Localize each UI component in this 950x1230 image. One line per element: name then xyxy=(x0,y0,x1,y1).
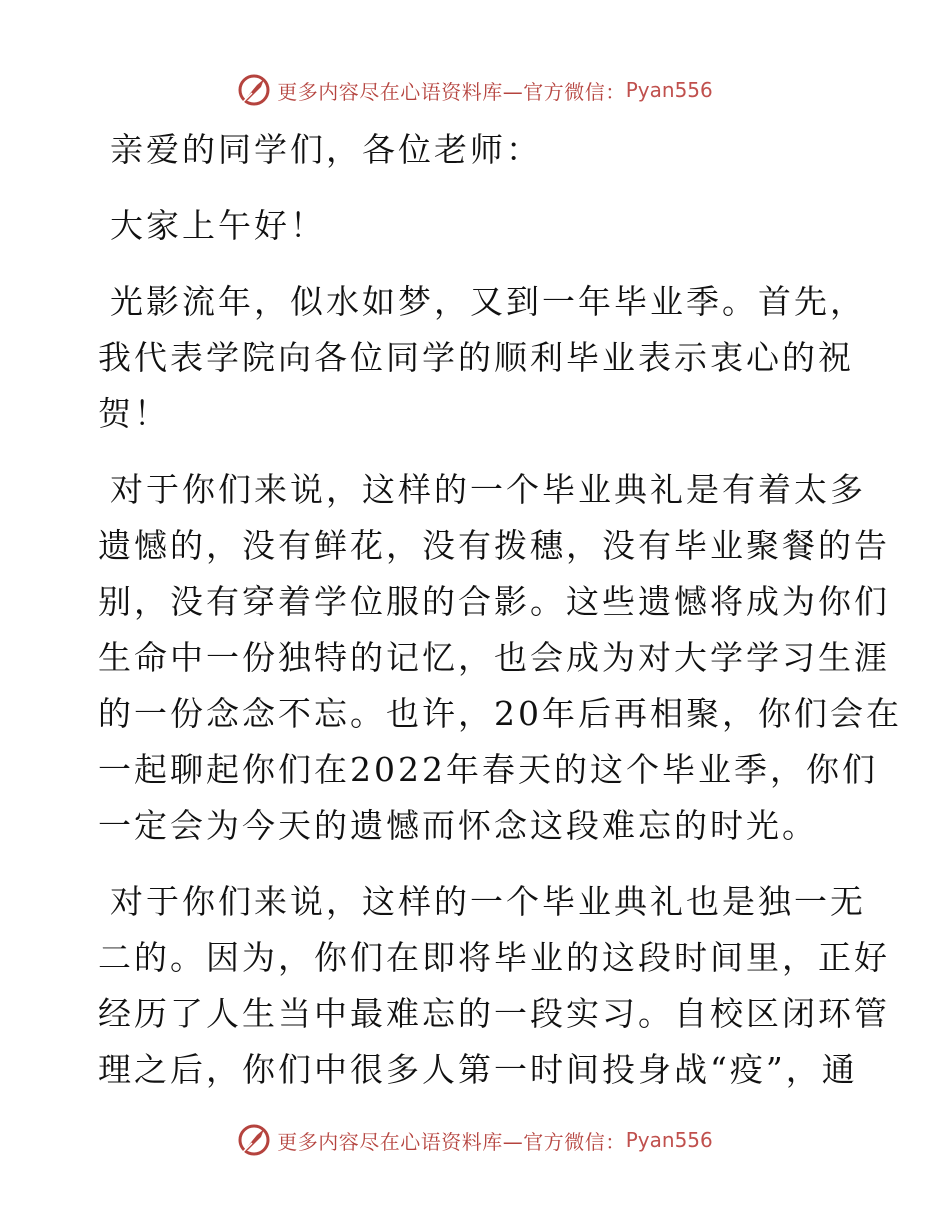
paragraph xyxy=(98,462,902,854)
text-line: 一定会为今天的遗憾而怀念这段难忘的时光。 xyxy=(98,806,818,845)
watermark-header xyxy=(0,70,950,110)
watermark-footer xyxy=(0,1120,950,1160)
watermark-text: 更多内容尽在心语资料库—官方微信： xyxy=(277,79,626,104)
text-line: 的一份念念不忘。也许，20年后再相聚，你们会在 xyxy=(98,694,902,733)
text-line: 经历了人生当中最难忘的一段实习。自校区闭环管 xyxy=(98,994,890,1033)
text-line: 生命中一份独特的记忆，也会成为对大学学习生涯 xyxy=(98,638,890,677)
watermark-handle: Pyan556 xyxy=(625,78,713,102)
text-line: 别，没有穿着学位服的合影。这些遗憾将成为你们 xyxy=(98,582,890,621)
text-line: 对于你们来说，这样的一个毕业典礼是有着太多 xyxy=(110,470,866,509)
text-line: 二的。因为，你们在即将毕业的这段时间里，正好 xyxy=(98,938,890,977)
text-line: 光影流年，似水如梦，又到一年毕业季。首先， xyxy=(110,282,866,321)
text-line: 对于你们来说，这样的一个毕业典礼也是独一无 xyxy=(110,882,866,921)
text-line: 理之后，你们中很多人第一时间投身战“疫”，通 xyxy=(98,1050,858,1089)
text-line: 大家上午好！ xyxy=(110,206,326,245)
document-body xyxy=(98,122,902,1118)
quill-logo-icon xyxy=(237,1123,271,1157)
watermark-text: 更多内容尽在心语资料库—官方微信： xyxy=(277,1129,626,1154)
text-line: 我代表学院向各位同学的顺利毕业表示衷心的祝 xyxy=(98,338,854,377)
text-line: 一起聊起你们在2022年春天的这个毕业季，你们 xyxy=(98,750,878,789)
salutation-paragraph xyxy=(98,198,868,254)
paragraph xyxy=(98,274,868,442)
greeting-paragraph xyxy=(98,122,868,178)
text-line: 遗憾的，没有鲜花，没有拨穗，没有毕业聚餐的告 xyxy=(98,526,890,565)
paragraph xyxy=(98,874,890,1098)
watermark-handle: Pyan556 xyxy=(625,1128,713,1152)
text-line: 贺！ xyxy=(98,394,170,433)
text-line: 亲爱的同学们，各位老师： xyxy=(110,130,542,169)
quill-logo-icon xyxy=(237,73,271,107)
